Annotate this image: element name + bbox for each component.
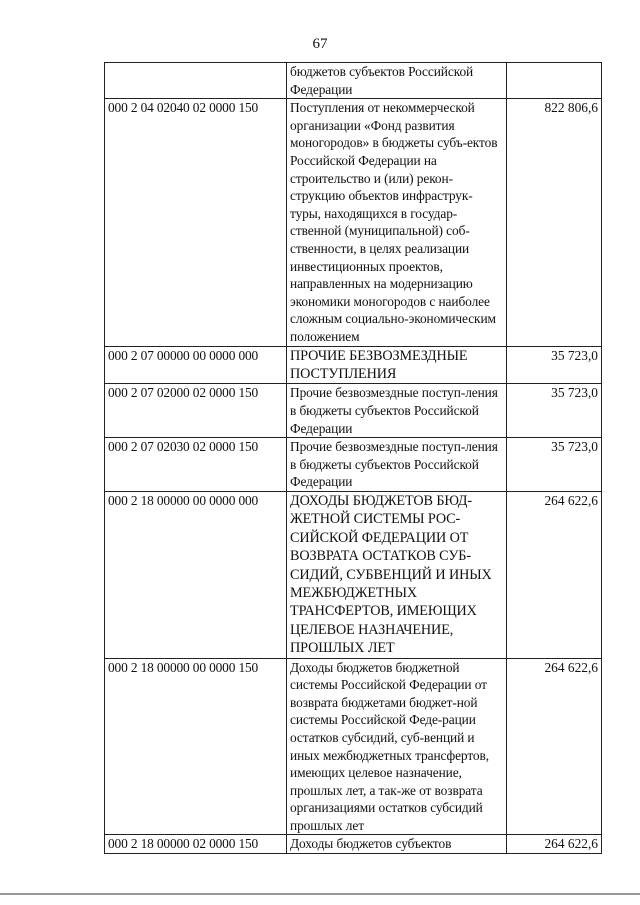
revenue-sum-cell: 35 723,0 [507,438,602,492]
revenue-code-cell: 000 2 07 02000 02 0000 150 [105,384,287,438]
page-bottom-edge [0,893,640,895]
revenue-code-cell: 000 2 18 00000 00 0000 150 [105,658,287,835]
revenue-sum-cell: 264 622,6 [507,658,602,835]
revenue-code-cell: 000 2 04 02040 02 0000 150 [105,99,287,346]
revenue-sum-cell [507,63,602,99]
revenue-code-cell [105,63,287,99]
table-row [105,658,602,835]
table-row [105,63,602,99]
table-row [105,835,602,854]
revenue-sum-cell: 264 622,6 [507,835,602,854]
revenue-name-cell: ПРОЧИЕ БЕЗВОЗМЕЗДНЫЕ ПОСТУПЛЕНИЯ [287,346,507,384]
budget-revenue-table [104,62,602,854]
revenue-code-cell: 000 2 18 00000 00 0000 000 [105,491,287,658]
table-row [105,384,602,438]
table-row [105,438,602,492]
revenue-sum-cell: 35 723,0 [507,346,602,384]
revenue-code-cell: 000 2 18 00000 02 0000 150 [105,835,287,854]
revenue-code-cell: 000 2 07 00000 00 0000 000 [105,346,287,384]
revenue-name-cell: Прочие безвозмездные поступ-ления в бюджеты субъектов Российской Федерации [287,384,507,438]
revenue-name-cell: Доходы бюджетов бюджетной системы Российской Федерации от возврата бюджетами бюджет-ной системы Российской Феде-рации остатков субсидий, суб-венций и иных межбюджетных трансфертов, имеющих целевое назначение, прошлых лет, а так-же от возврата организациями остатков субсидий прошлых лет [287,658,507,835]
revenue-name-cell: Доходы бюджетов субъектов [287,835,507,854]
revenue-sum-cell: 35 723,0 [507,384,602,438]
revenue-name-cell: бюджетов субъектов Российской Федерации [287,63,507,99]
revenue-sum-cell: 822 806,6 [507,99,602,346]
revenue-name-cell: Поступления от некоммерческой организации «Фонд развития моногородов» в бюджеты субъ-ектов Российской Федерации на строительство и (или) рекон-струкцию объектов инфраструк-туры, находящихся в государ-ственной (муниципальной) соб-ственности, в целях реализации инвестиционных проектов, направленных на модернизацию экономики моногородов с наиболее сложным социально-экономическим положением [287,99,507,346]
revenue-name-cell: Прочие безвозмездные поступ-ления в бюджеты субъектов Российской Федерации [287,438,507,492]
table-row [105,491,602,658]
page-number: 67 [312,36,328,52]
table-row [105,346,602,384]
revenue-name-cell: ДОХОДЫ БЮДЖЕТОВ БЮД-ЖЕТНОЙ СИСТЕМЫ РОС-СИЙСКОЙ ФЕДЕРАЦИИ ОТ ВОЗВРАТА ОСТАТКОВ СУБ-СИДИЙ, СУБВЕНЦИЙ И ИНЫХ МЕЖБЮДЖЕТНЫХ ТРАНСФЕРТОВ, ИМЕЮЩИХ ЦЕЛЕВОЕ НАЗНАЧЕНИЕ, ПРОШЛЫХ ЛЕТ [287,491,507,658]
revenue-sum-cell: 264 622,6 [507,491,602,658]
revenue-code-cell: 000 2 07 02030 02 0000 150 [105,438,287,492]
table-row [105,99,602,346]
